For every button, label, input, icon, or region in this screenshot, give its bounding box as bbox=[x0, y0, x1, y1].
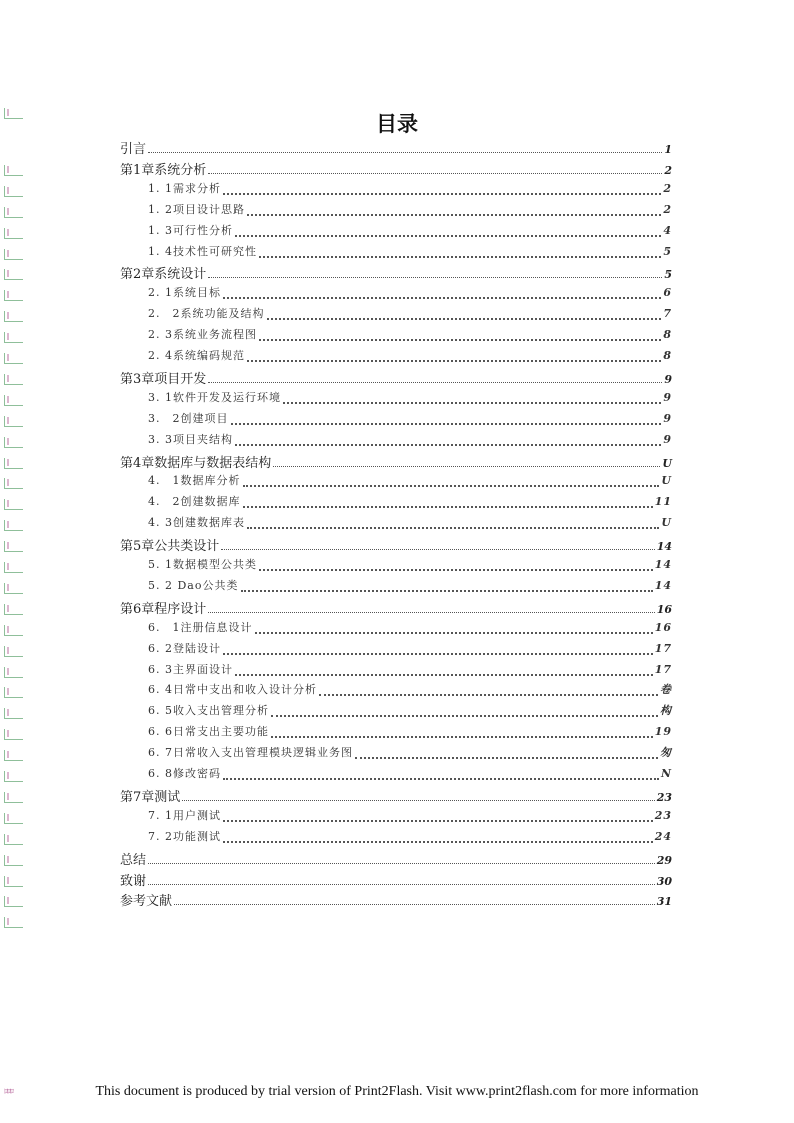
dot-leader bbox=[355, 749, 658, 759]
dot-leader bbox=[235, 666, 653, 676]
toc-entry-label: 6. 4日常中支出和收入设计分析 bbox=[148, 683, 317, 697]
revision-marker-icon bbox=[4, 729, 23, 740]
toc-entry-label: 6. 5收入支出管理分析 bbox=[148, 704, 269, 718]
toc-entry-label: 第6章程序设计 bbox=[120, 601, 207, 617]
dot-leader bbox=[148, 876, 655, 885]
toc-chapter-entry[interactable] bbox=[120, 870, 672, 889]
toc-page-number: 1 bbox=[664, 143, 672, 156]
toc-chapter-entry[interactable] bbox=[120, 368, 672, 387]
toc-section-entry[interactable] bbox=[148, 765, 672, 781]
toc-page-number: 4 bbox=[663, 223, 672, 237]
toc-page-number: 7 bbox=[663, 307, 672, 321]
toc-section-entry[interactable] bbox=[148, 284, 672, 300]
revision-marker-icon bbox=[4, 562, 23, 573]
toc-section-entry[interactable] bbox=[148, 807, 672, 823]
dot-leader bbox=[271, 707, 658, 717]
dot-leader bbox=[223, 289, 661, 299]
toc-entry-label: 第4章数据库与数据表结构 bbox=[120, 455, 272, 471]
toc-entry-label: 1. 2项目设计思路 bbox=[148, 202, 245, 216]
toc-entry-label: 3. 2创建项目 bbox=[148, 411, 229, 425]
revision-marker-icon bbox=[4, 896, 23, 907]
toc-page-number: 23 bbox=[654, 808, 672, 822]
toc-section-entry[interactable] bbox=[148, 389, 672, 405]
revision-marker-icon bbox=[4, 604, 23, 615]
toc-entry-label: 2. 3系统业务流程图 bbox=[148, 328, 257, 342]
toc-page-number: 16 bbox=[654, 620, 672, 634]
dot-leader bbox=[247, 519, 659, 529]
print2flash-logo-icon: ﾛﾛﾛ bbox=[4, 1087, 13, 1096]
toc-page-number: 9 bbox=[663, 390, 672, 404]
revision-marker-icon bbox=[4, 290, 23, 301]
revision-marker-icon bbox=[4, 374, 23, 385]
dot-leader bbox=[259, 331, 661, 341]
revision-marker-icon bbox=[4, 834, 23, 845]
revision-marker-icon bbox=[4, 583, 23, 594]
toc-section-entry[interactable] bbox=[148, 619, 672, 635]
toc-section-entry[interactable] bbox=[148, 514, 672, 530]
toc-section-entry[interactable] bbox=[148, 640, 672, 656]
toc-entry-label: 第3章项目开发 bbox=[120, 371, 207, 387]
revision-marker-icon bbox=[4, 395, 23, 406]
toc-entry-label: 4. 3创建数据库表 bbox=[148, 516, 245, 530]
toc-section-entry[interactable] bbox=[148, 431, 672, 447]
toc-page-number: 8 bbox=[663, 328, 672, 342]
toc-section-entry[interactable] bbox=[148, 305, 672, 321]
toc-section-entry[interactable] bbox=[148, 201, 672, 217]
dot-leader bbox=[223, 645, 653, 655]
dot-leader bbox=[247, 206, 661, 216]
dot-leader bbox=[241, 582, 653, 592]
toc-entry-label: 7. 2功能测试 bbox=[148, 829, 221, 843]
toc-page-number: 19 bbox=[654, 725, 672, 739]
toc-page-number: 卷 bbox=[660, 683, 672, 697]
dot-leader bbox=[223, 812, 653, 822]
toc-page-number: 9 bbox=[664, 372, 672, 386]
revision-marker-icon bbox=[4, 228, 23, 239]
toc-chapter-entry[interactable] bbox=[120, 786, 672, 805]
toc-section-entry[interactable] bbox=[148, 828, 672, 844]
revision-marker-icon bbox=[4, 165, 23, 176]
dot-leader bbox=[223, 833, 653, 843]
toc-entry-label: 参考文献 bbox=[120, 894, 173, 910]
dot-leader bbox=[148, 855, 655, 864]
toc-entry-label: 3. 1软件开发及运行环境 bbox=[148, 390, 281, 404]
page-title: 目录 bbox=[376, 112, 418, 136]
dot-leader bbox=[174, 896, 655, 905]
dot-leader bbox=[273, 458, 660, 467]
toc-section-entry[interactable] bbox=[148, 243, 672, 259]
toc-chapter-entry[interactable] bbox=[120, 159, 672, 178]
toc-entry-label: 7. 1用户测试 bbox=[148, 808, 221, 822]
toc-page-number: U bbox=[662, 456, 672, 470]
trial-watermark-footer: This document is produced by trial version of Print2Flash. Visit www.print2flash.com for more information bbox=[95, 1084, 699, 1099]
toc-page-number: 2 bbox=[663, 181, 672, 195]
dot-leader bbox=[182, 792, 654, 801]
toc-chapter-entry[interactable] bbox=[120, 263, 672, 282]
revision-marker-icon bbox=[4, 708, 23, 719]
revision-marker-icon bbox=[4, 207, 23, 218]
dot-leader bbox=[247, 352, 661, 362]
toc-entry-label: 6. 1注册信息设计 bbox=[148, 620, 253, 634]
toc-entry-label: 4. 2创建数据库 bbox=[148, 495, 241, 509]
toc-chapter-entry[interactable] bbox=[120, 138, 672, 157]
revision-marker-icon bbox=[4, 541, 23, 552]
toc-entry-label: 4. 1数据库分析 bbox=[148, 474, 241, 488]
toc-page-number: 14 bbox=[656, 540, 672, 554]
dot-leader bbox=[231, 415, 662, 425]
revision-marker-icon bbox=[4, 499, 23, 510]
toc-entry-label: 6. 6日常支出主要功能 bbox=[148, 725, 269, 739]
toc-page-number: 16 bbox=[656, 602, 672, 616]
toc-page-number: 构 bbox=[660, 704, 672, 718]
toc-section-entry[interactable] bbox=[148, 702, 672, 718]
toc-entry-label: 6. 2登陆设计 bbox=[148, 641, 221, 655]
toc-chapter-entry[interactable] bbox=[120, 849, 672, 868]
dot-leader bbox=[148, 144, 662, 153]
toc-section-entry[interactable] bbox=[148, 556, 672, 572]
dot-leader bbox=[208, 604, 654, 613]
revision-marker-icon bbox=[4, 771, 23, 782]
toc-entry-label: 第7章测试 bbox=[120, 789, 181, 805]
dot-leader bbox=[267, 310, 662, 320]
revision-marker-icon bbox=[4, 416, 23, 427]
revision-marker-icon bbox=[4, 625, 23, 636]
toc-page-number: 17 bbox=[654, 641, 672, 655]
toc-entry-label: 第1章系统分析 bbox=[120, 162, 207, 178]
toc-entry-label: 6. 8修改密码 bbox=[148, 767, 221, 780]
toc-page-number: 29 bbox=[656, 853, 672, 867]
toc-entry-label: 引言 bbox=[120, 142, 147, 157]
revision-marker-icon bbox=[4, 876, 23, 887]
toc-entry-label: 总结 bbox=[120, 852, 147, 868]
dot-leader bbox=[235, 436, 661, 446]
revision-marker-icon bbox=[4, 667, 23, 678]
revision-marker-icon bbox=[4, 855, 23, 866]
revision-marker-icon bbox=[4, 917, 23, 928]
toc-page-number: U bbox=[661, 516, 672, 530]
dot-leader bbox=[208, 374, 662, 383]
dot-leader bbox=[283, 394, 661, 404]
toc-page-number: 8 bbox=[663, 349, 672, 362]
dot-leader bbox=[221, 541, 654, 550]
toc-page-number: 9 bbox=[663, 411, 672, 425]
dot-leader bbox=[243, 477, 660, 487]
toc-chapter-entry[interactable] bbox=[120, 890, 672, 909]
toc-entry-label: 2. 2系统功能及结构 bbox=[148, 307, 265, 321]
revision-marker-icon bbox=[4, 792, 23, 803]
toc-section-entry[interactable] bbox=[148, 681, 672, 697]
dot-leader bbox=[259, 561, 653, 571]
toc-page-number: 9 bbox=[663, 432, 672, 446]
revision-marker-icon bbox=[4, 311, 23, 322]
toc-page-number: 6 bbox=[663, 286, 672, 300]
toc-page-number: 5 bbox=[663, 244, 672, 258]
toc-page-number: 31 bbox=[656, 895, 672, 909]
dot-leader bbox=[319, 686, 658, 696]
toc-entry-label: 3. 3项目夹结构 bbox=[148, 432, 233, 446]
revision-marker-icon bbox=[4, 437, 23, 448]
toc-entry-label: 2. 1系统目标 bbox=[148, 286, 221, 300]
toc-page-number: N bbox=[660, 767, 672, 780]
revision-marker-icon bbox=[4, 520, 23, 531]
revision-marker-icon bbox=[4, 478, 23, 489]
toc-entry-label: 致谢 bbox=[120, 873, 147, 889]
dot-leader bbox=[235, 227, 661, 237]
toc-section-entry[interactable] bbox=[148, 410, 672, 426]
toc-page-number: 5 bbox=[664, 268, 672, 282]
toc-section-entry[interactable] bbox=[148, 744, 672, 760]
toc-section-entry[interactable] bbox=[148, 493, 672, 509]
revision-marker-icon bbox=[4, 332, 23, 343]
toc-page-number: 11 bbox=[654, 495, 672, 509]
toc-page-number: 24 bbox=[654, 829, 672, 843]
toc-section-entry[interactable] bbox=[148, 472, 672, 488]
toc-section-entry[interactable] bbox=[148, 222, 672, 238]
toc-entry-label: 第5章公共类设计 bbox=[120, 539, 220, 555]
toc-section-entry[interactable] bbox=[148, 723, 672, 739]
toc-page-number: 30 bbox=[656, 874, 672, 888]
toc-page-number: 17 bbox=[654, 662, 672, 676]
dot-leader bbox=[255, 624, 653, 634]
toc-section-entry[interactable] bbox=[148, 180, 672, 196]
revision-marker-icon bbox=[4, 269, 23, 280]
toc-section-entry[interactable] bbox=[148, 577, 672, 593]
toc-page-number: 14 bbox=[654, 558, 672, 571]
dot-leader bbox=[223, 185, 661, 195]
toc-entry-label: 6. 3主界面设计 bbox=[148, 662, 233, 676]
toc-page-number: 2 bbox=[663, 202, 672, 216]
revision-marker-icon bbox=[4, 750, 23, 761]
toc-section-entry[interactable] bbox=[148, 326, 672, 342]
toc-entry-label: 第2章系统设计 bbox=[120, 267, 207, 283]
toc-entry-label: 5. 1数据模型公共类 bbox=[148, 558, 257, 571]
toc-page-number: 14 bbox=[654, 578, 672, 592]
dot-leader bbox=[208, 165, 662, 174]
revision-marker-icon bbox=[4, 249, 23, 260]
toc-entry-label: 1. 1需求分析 bbox=[148, 181, 221, 195]
dot-leader bbox=[259, 248, 661, 258]
toc-page-number: 匆 bbox=[660, 746, 672, 760]
dot-leader bbox=[243, 498, 653, 508]
dot-leader bbox=[223, 770, 659, 780]
revision-marker-icon bbox=[4, 813, 23, 824]
toc-chapter-entry[interactable] bbox=[120, 598, 672, 617]
revision-marker-icon bbox=[4, 458, 23, 469]
toc-entry-label: 1. 3可行性分析 bbox=[148, 223, 233, 237]
toc-section-entry[interactable] bbox=[148, 347, 672, 363]
revision-marker-icon bbox=[4, 687, 23, 698]
dot-leader bbox=[208, 269, 662, 278]
toc-entry-label: 6. 7日常收入支出管理模块逻辑业务图 bbox=[148, 746, 353, 760]
toc-page-number: 2 bbox=[664, 163, 672, 177]
revision-marker-icon bbox=[4, 186, 23, 197]
toc-entry-label: 2. 4系统编码规范 bbox=[148, 349, 245, 362]
revision-marker-icon bbox=[4, 646, 23, 657]
toc-entry-label: 1. 4技术性可研究性 bbox=[148, 244, 257, 258]
toc-chapter-entry[interactable] bbox=[120, 452, 672, 471]
revision-marker-icon bbox=[4, 353, 23, 364]
toc-entry-label: 5. 2 Dao公共类 bbox=[148, 578, 239, 592]
toc-chapter-entry[interactable] bbox=[120, 535, 672, 554]
dot-leader bbox=[271, 728, 653, 738]
toc-section-entry[interactable] bbox=[148, 661, 672, 677]
toc-page-number: 23 bbox=[656, 790, 672, 804]
toc-page-number: U bbox=[661, 474, 672, 488]
